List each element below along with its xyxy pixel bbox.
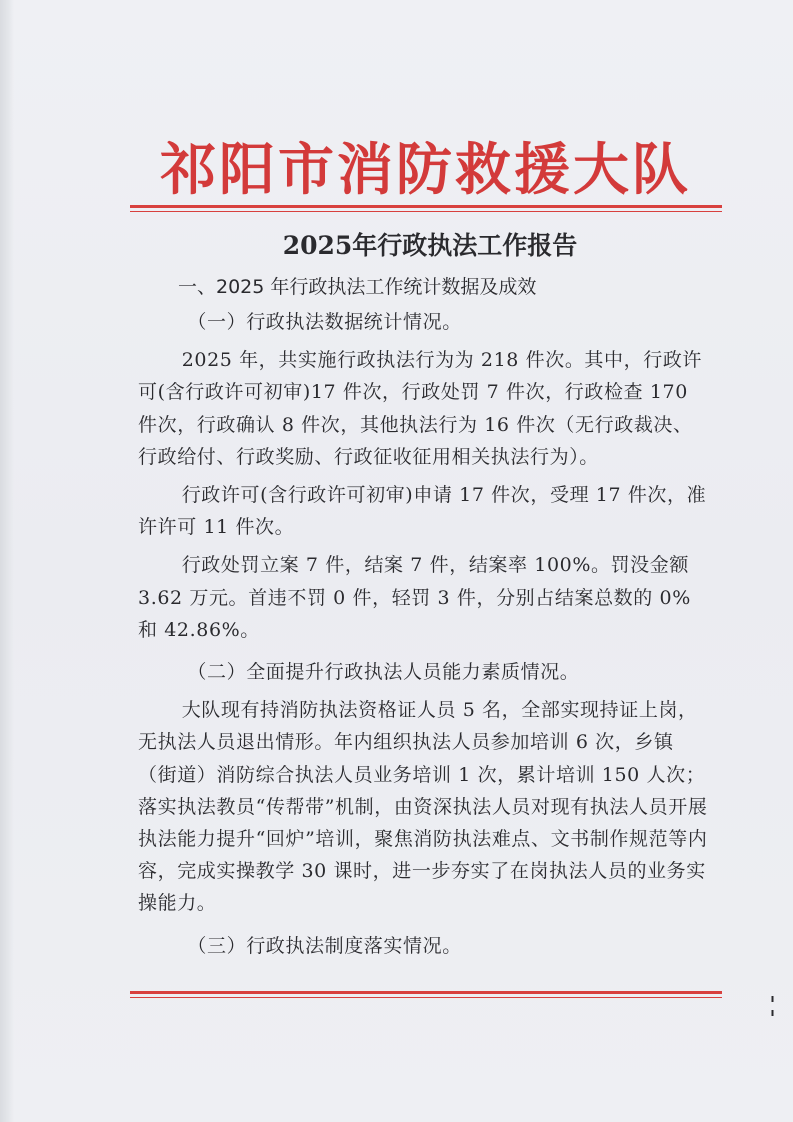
- paragraph-total-actions: 2025 年，共实施行政执法行为为 218 件次。其中，行政许可(含行政许可初审)17 件次，行政处罚 7 件次，行政检查 170 件次，行政确认 8 件次，其他执法行为 16 件次（无行政裁决、行政给付、行政奖励、行政征收征用相关执法行为）。: [138, 349, 703, 468]
- masthead-rule-thick: [130, 205, 722, 208]
- subheading-data-statistics: （一）行政执法数据统计情况。: [187, 311, 462, 333]
- section-heading: 一、2025 年行政执法工作统计数据及成效: [178, 276, 537, 298]
- paragraph-personnel-training: 大队现有持消防执法资格证人员 5 名，全部实现持证上岗，无执法人员退出情形。年内组织执法人员参加培训 6 次，乡镇（街道）消防综合执法人员业务培训 1 次，累计培训 150 人次；落实执法教员“传帮带”机制，由资深执法人员对现有执法人员开展执法能力提升“回炉”培训，聚焦消防执法难点、文书制作规范等内容，完成实操教学 30 课时，进一步夯实了在岗执法人员的业务实操能力。: [138, 699, 708, 915]
- masthead-title: 祁阳市消防救援大队: [160, 137, 691, 203]
- document-body: [138, 306, 708, 966]
- scan-margin-mark: [771, 996, 774, 1018]
- footer-rule-thin: [130, 997, 722, 998]
- masthead-rule-thin: [130, 211, 722, 212]
- paragraph-penalties: 行政处罚立案 7 件，结案 7 件，结案率 100%。罚没金额 3.62 万元。首违不罚 0 件，轻罚 3 件，分别占结案总数的 0%和 42.86%。: [138, 554, 691, 641]
- footer-rule-thick: [130, 991, 722, 994]
- subheading-system-implementation: （三）行政执法制度落实情况。: [187, 934, 462, 957]
- paragraph-licensing: 行政许可(含行政许可初审)申请 17 件次，受理 17 件次，准许许可 11 件次。: [138, 484, 707, 539]
- subheading-personnel-capability: （二）全面提升行政执法人员能力素质情况。: [187, 661, 580, 684]
- scan-left-edge: [0, 0, 14, 1122]
- document-title: 2025年行政执法工作报告: [282, 231, 578, 260]
